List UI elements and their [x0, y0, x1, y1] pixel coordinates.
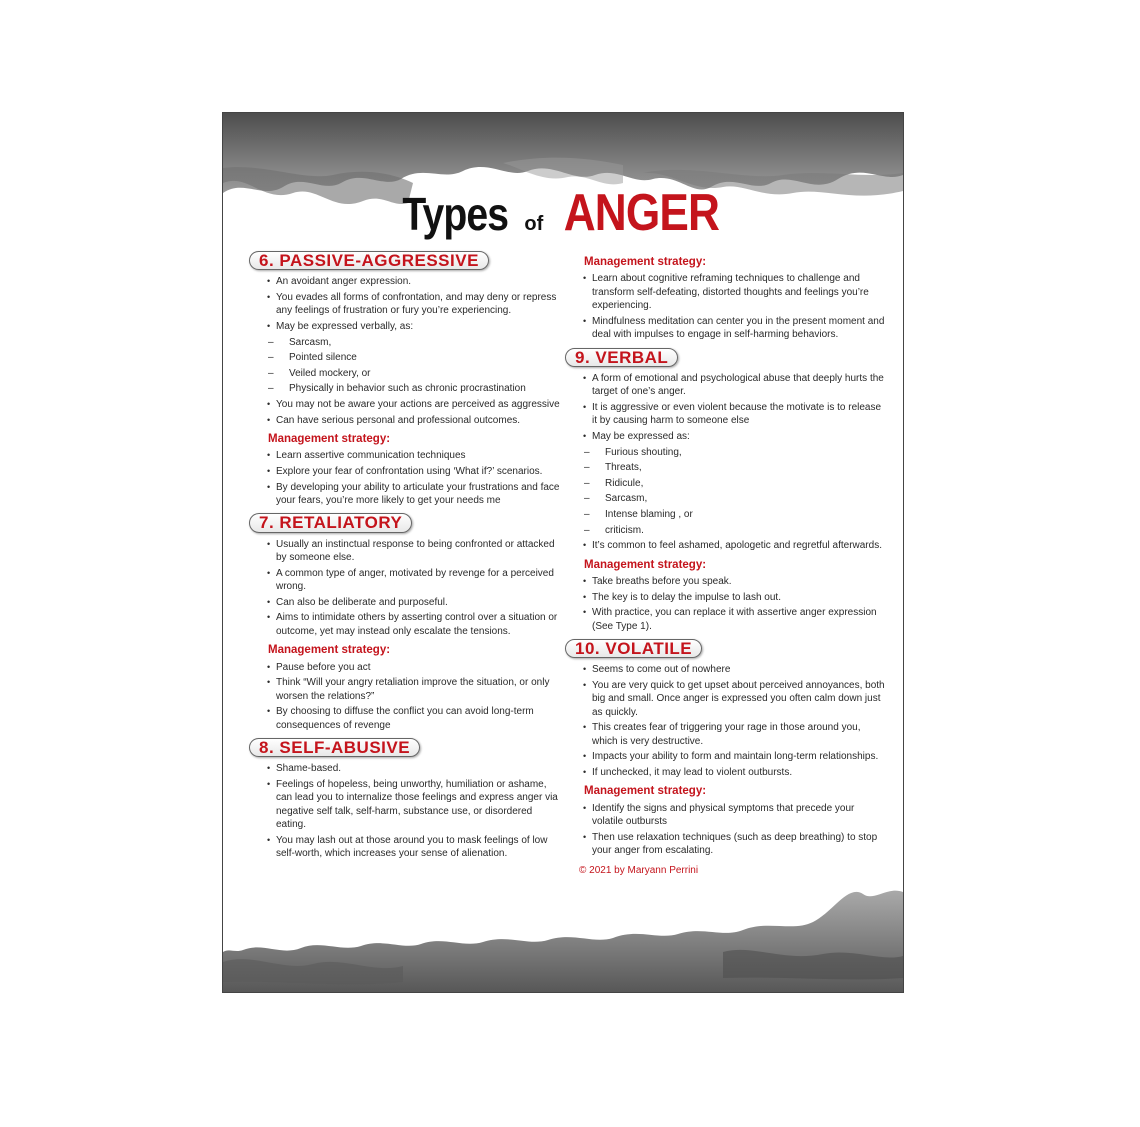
bullet-list-item: • Learn about cognitive reframing techniques to challenge and transform self-defeating, distorted thoughts and feelings you’re experiencing. [592, 272, 887, 312]
bullet-list-item: • Mindfulness meditation can center you in the present moment and deal with impulses to engage in self-harming behaviors. [592, 315, 887, 342]
bullet-list-item: • Think “Will your angry retaliation improve the situation, or only worsen the relations?” [276, 676, 561, 703]
dash-list-item: – Veiled mockery, or [276, 367, 561, 380]
management-strategy-label: Management strategy: [584, 558, 707, 571]
strategy-items [565, 272, 887, 341]
ink-wash-bottom-decoration [223, 882, 903, 992]
bullet-list-item: • With practice, you can replace it with assertive anger expression (See Type 1). [592, 606, 887, 633]
worksheet-page [222, 112, 904, 993]
section-passive-aggressive [249, 251, 561, 507]
dash-list-item: – Sarcasm, [592, 492, 887, 505]
copyright-notice: © 2021 by Maryann Perrini [579, 864, 699, 876]
title-word-anger: ANGER [563, 184, 719, 242]
bullet-list-item: • A common type of anger, motivated by revenge for a perceived wrong. [276, 567, 561, 594]
management-strategy-label: Management strategy: [268, 432, 391, 445]
bullet-list-item: • By developing your ability to articulate your frustrations and face your fears, you’re more likely to get your needs me [276, 481, 561, 508]
bullet-list-item: • Feelings of hopeless, being unworthy, humiliation or ashame, can lead you to internalize those feelings and express anger via negative self talk, self-harm, substance use, or disordered eating. [276, 778, 561, 832]
strategy-items [249, 449, 561, 507]
bullet-list-item: • Seems to come out of nowhere [592, 663, 887, 676]
bullet-list-item: • Usually an instinctual response to being confronted or attacked by someone else. [276, 538, 561, 565]
bullet-list-item: • May be expressed verbally, as: [276, 320, 561, 333]
section-items [565, 663, 887, 779]
bullet-list-item: • Can have serious personal and professional outcomes. [276, 414, 561, 427]
strategy-items [249, 661, 561, 732]
bullet-list-item: • An avoidant anger expression. [276, 275, 561, 288]
bullet-list-item: • Identify the signs and physical symptoms that precede your volatile outbursts [592, 802, 887, 829]
bullet-list-item: • Shame-based. [276, 762, 561, 775]
dash-list-item: – Sarcasm, [276, 336, 561, 349]
section-items [565, 372, 887, 553]
section-self-abusive [249, 738, 561, 861]
section-items [249, 762, 561, 860]
dash-list-item: – Threats, [592, 461, 887, 474]
dash-list-item: – Ridicule, [592, 477, 887, 490]
bullet-list-item: • If unchecked, it may lead to violent outbursts. [592, 766, 887, 779]
section-heading: 10. VOLATILE [565, 639, 702, 658]
dash-list-item: – Physically in behavior such as chronic procrastination [276, 382, 561, 395]
section-heading: 9. VERBAL [565, 348, 678, 367]
dash-list-item: – Intense blaming , or [592, 508, 887, 521]
dash-list-item: – criticism. [592, 524, 887, 537]
section-items [249, 275, 561, 427]
section-items [249, 538, 561, 638]
section-heading: 6. PASSIVE-AGGRESSIVE [249, 251, 489, 270]
bullet-list-item: • You are very quick to get upset about perceived annoyances, both big and small. Once anger is expressed you often calm down just as quickly. [592, 679, 887, 719]
section-heading: 8. SELF-ABUSIVE [249, 738, 420, 757]
bullet-list-item: • Can also be deliberate and purposeful. [276, 596, 561, 609]
bullet-list-item: • It’s common to feel ashamed, apologetic and regretful afterwards. [592, 539, 887, 552]
section-verbal [565, 348, 887, 633]
section-heading: 7. RETALIATORY [249, 513, 412, 532]
section-volatile [565, 639, 887, 858]
bullet-list-item: • You evades all forms of confrontation, and may deny or repress any feelings of frustration or fury you’re experiencing. [276, 291, 561, 318]
dash-list-item: – Pointed silence [276, 351, 561, 364]
bullet-list-item: • By choosing to diffuse the conflict you can avoid long-term consequences of revenge [276, 705, 561, 732]
bullet-list-item: • A form of emotional and psychological abuse that deeply hurts the target of one’s anger. [592, 372, 887, 399]
bullet-list-item: • This creates fear of triggering your rage in those around you, which is very destructive. [592, 721, 887, 748]
bullet-list-item: • Then use relaxation techniques (such as deep breathing) to stop your anger from escalating. [592, 831, 887, 858]
dash-list-item: – Furious shouting, [592, 446, 887, 459]
strategy-items [565, 802, 887, 858]
bullet-list-item: • Take breaths before you speak. [592, 575, 887, 588]
section-self-abusive-strategy [565, 256, 887, 342]
bullet-list-item: • You may lash out at those around you to mask feelings of low self-worth, which increases your sense of alienation. [276, 834, 561, 861]
bullet-list-item: • Impacts your ability to form and maintain long-term relationships. [592, 750, 887, 763]
bullet-list-item: • The key is to delay the impulse to lash out. [592, 591, 887, 604]
section-retaliatory [249, 513, 561, 732]
bullet-list-item: • Explore your fear of confrontation using ‘What if?’ scenarios. [276, 465, 561, 478]
management-strategy-label: Management strategy: [268, 644, 391, 657]
page-title [223, 183, 903, 243]
bullet-list-item: • Pause before you act [276, 661, 561, 674]
bullet-list-item: • May be expressed as: [592, 430, 887, 443]
management-strategy-label: Management strategy: [584, 785, 707, 798]
bullet-list-item: • You may not be aware your actions are perceived as aggressive [276, 398, 561, 411]
title-word-types: Types [402, 188, 509, 240]
bullet-list-item: • It is aggressive or even violent because the motivate is to release it by causing harm to someone else [592, 401, 887, 428]
right-column [565, 256, 887, 877]
strategy-items [565, 575, 887, 633]
left-column [249, 251, 561, 867]
title-word-of: of [524, 213, 544, 235]
bullet-list-item: • Aims to intimidate others by asserting control over a situation or outcome, yet may instead only escalate the tensions. [276, 611, 561, 638]
management-strategy-label: Management strategy: [584, 256, 707, 268]
bullet-list-item: • Learn assertive communication techniques [276, 449, 561, 462]
